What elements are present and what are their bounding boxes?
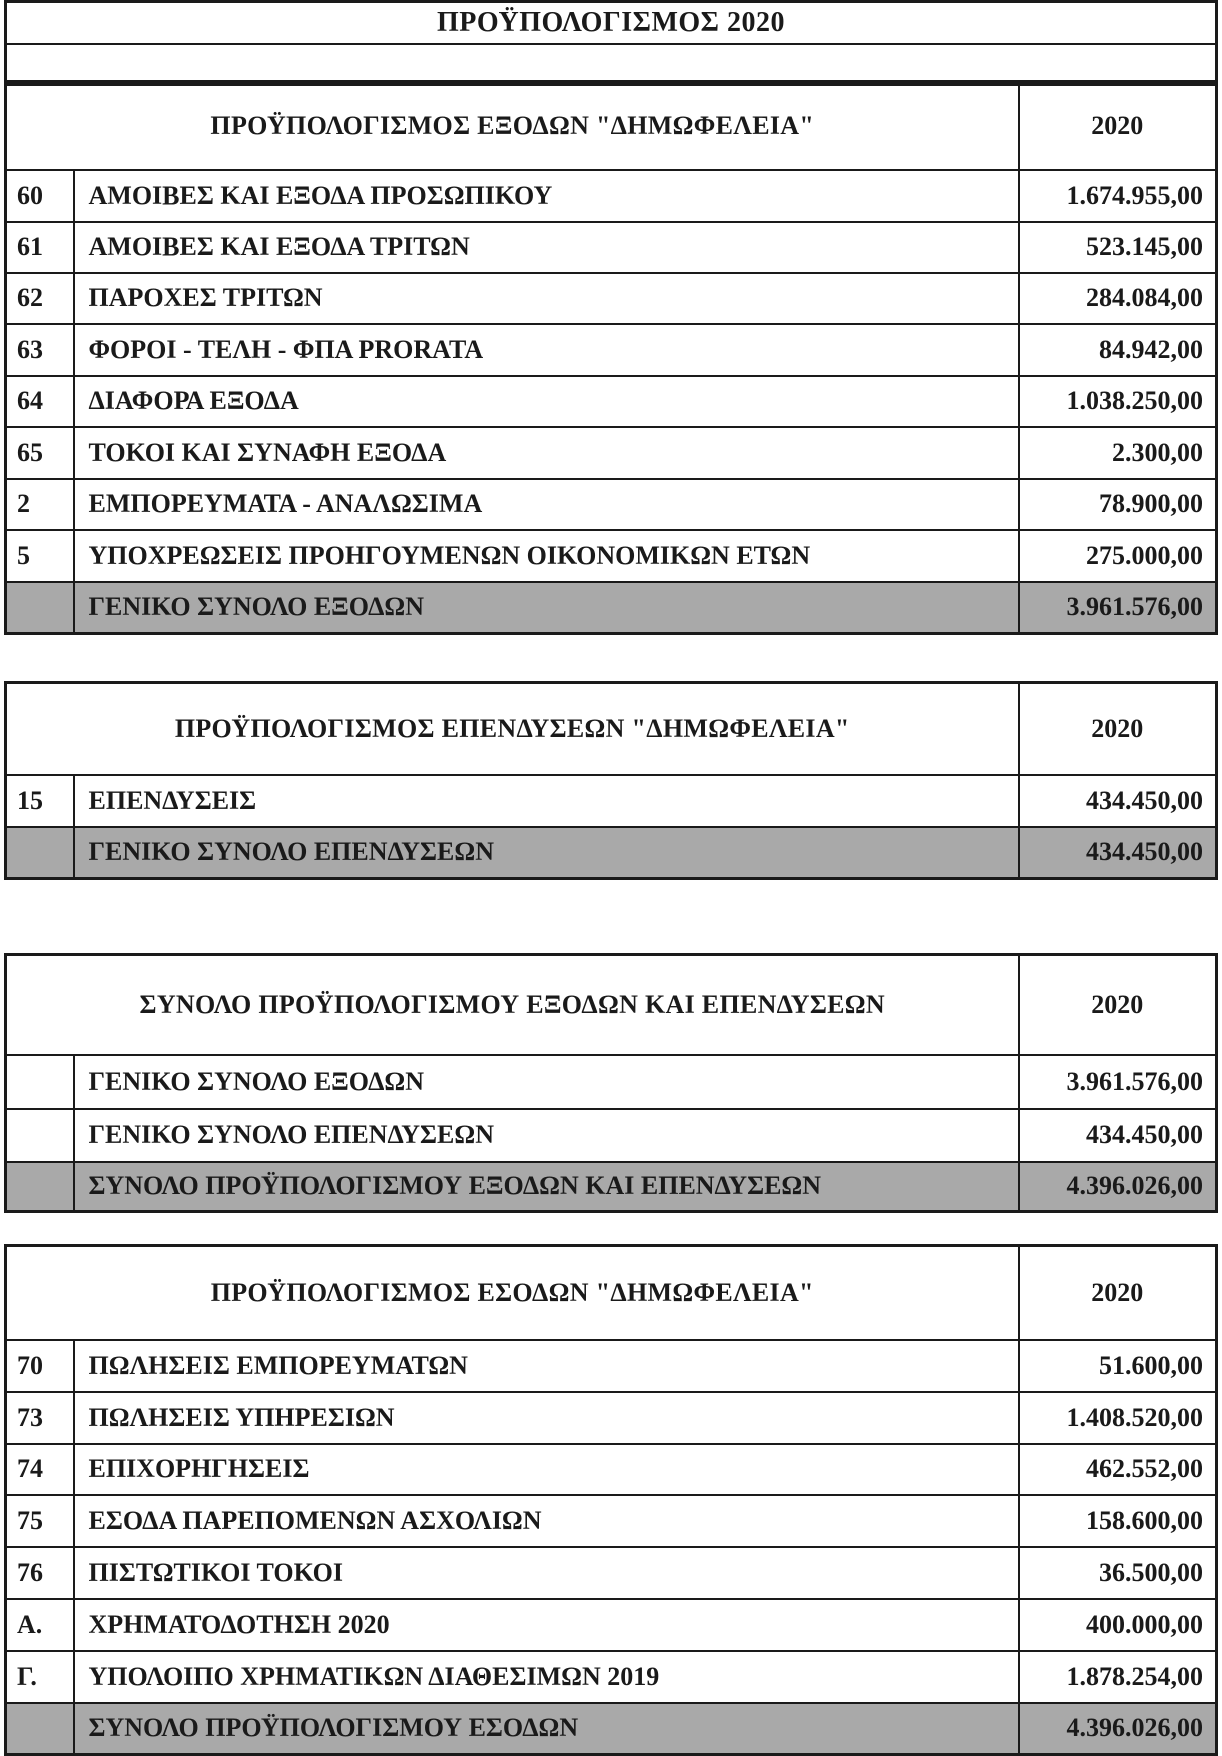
total-label: ΣΥΝΟΛΟ ΠΡΟΫΠΟΛΟΓΙΣΜΟΥ ΕΣΟΔΩΝ xyxy=(74,1703,1019,1755)
row-label: ΕΠΙΧΟΡΗΓΗΣΕΙΣ xyxy=(74,1444,1019,1495)
table-header: ΣΥΝΟΛΟ ΠΡΟΫΠΟΛΟΓΙΣΜΟΥ ΕΞΟΔΩΝ ΚΑΙ ΕΠΕΝΔΥΣΕΩΝ xyxy=(6,955,1019,1055)
total-amount: 4.396.026,00 xyxy=(1019,1162,1217,1212)
row-label: ΔΙΑΦΟΡΑ ΕΞΟΔΑ xyxy=(74,376,1019,427)
row-amount: 434.450,00 xyxy=(1019,775,1217,827)
row-code: 63 xyxy=(6,324,74,376)
row-amount: 36.500,00 xyxy=(1019,1547,1217,1599)
table-row xyxy=(6,775,1217,827)
total-row xyxy=(6,1162,1217,1212)
row-code: 2 xyxy=(6,479,74,530)
total-label: ΣΥΝΟΛΟ ΠΡΟΫΠΟΛΟΓΙΣΜΟΥ ΕΞΟΔΩΝ ΚΑΙ ΕΠΕΝΔΥΣΕΩΝ xyxy=(74,1162,1019,1212)
table-header-row xyxy=(6,1246,1217,1340)
investments-table xyxy=(4,681,1218,880)
revenue-table xyxy=(4,1244,1218,1756)
table-row xyxy=(6,273,1217,324)
row-amount: 523.145,00 xyxy=(1019,222,1217,273)
table-row xyxy=(6,1599,1217,1651)
row-amount: 1.408.520,00 xyxy=(1019,1392,1217,1444)
row-amount: 158.600,00 xyxy=(1019,1495,1217,1547)
row-amount: 462.552,00 xyxy=(1019,1444,1217,1495)
table-row xyxy=(6,1444,1217,1495)
row-amount: 400.000,00 xyxy=(1019,1599,1217,1651)
row-amount: 1.878.254,00 xyxy=(1019,1651,1217,1703)
row-label: ΧΡΗΜΑΤΟΔΟΤΗΣΗ 2020 xyxy=(74,1599,1019,1651)
row-code: 15 xyxy=(6,775,74,827)
expenses-table xyxy=(4,80,1218,635)
year-header: 2020 xyxy=(1019,683,1217,775)
row-code: Γ. xyxy=(6,1651,74,1703)
table-row xyxy=(6,1495,1217,1547)
row-code: 64 xyxy=(6,376,74,427)
row-code: 62 xyxy=(6,273,74,324)
row-amount: 84.942,00 xyxy=(1019,324,1217,376)
year-header: 2020 xyxy=(1019,82,1217,170)
year-header: 2020 xyxy=(1019,955,1217,1055)
total-label: ΓΕΝΙΚΟ ΣΥΝΟΛΟ ΕΠΕΝΔΥΣΕΩΝ xyxy=(74,827,1019,879)
row-label: ΑΜΟΙΒΕΣ ΚΑΙ ΕΞΟΔΑ ΠΡΟΣΩΠΙΚΟΥ xyxy=(74,170,1019,222)
table-row xyxy=(6,1547,1217,1599)
row-label: ΥΠΟΛΟΙΠΟ ΧΡΗΜΑΤΙΚΩΝ ΔΙΑΘΕΣΙΜΩΝ 2019 xyxy=(74,1651,1019,1703)
row-code: 61 xyxy=(6,222,74,273)
table-header: ΠΡΟΫΠΟΛΟΓΙΣΜΟΣ ΕΞΟΔΩΝ "ΔΗΜΩΦΕΛΕΙΑ" xyxy=(6,82,1019,170)
table-row xyxy=(6,1651,1217,1703)
row-code: 75 xyxy=(6,1495,74,1547)
table-row xyxy=(6,1055,1217,1109)
table-row xyxy=(6,479,1217,530)
table-row xyxy=(6,427,1217,479)
row-code: 70 xyxy=(6,1340,74,1392)
row-label: ΠΑΡΟΧΕΣ ΤΡΙΤΩΝ xyxy=(74,273,1019,324)
row-amount: 1.674.955,00 xyxy=(1019,170,1217,222)
total-row xyxy=(6,1703,1217,1755)
table-header: ΠΡΟΫΠΟΛΟΓΙΣΜΟΣ ΕΠΕΝΔΥΣΕΩΝ "ΔΗΜΩΦΕΛΕΙΑ" xyxy=(6,683,1019,775)
row-code xyxy=(6,582,74,634)
row-label: ΕΜΠΟΡΕΥΜΑΤΑ - ΑΝΑΛΩΣΙΜΑ xyxy=(74,479,1019,530)
row-code: Α. xyxy=(6,1599,74,1651)
row-label: ΤΟΚΟΙ ΚΑΙ ΣΥΝΑΦΗ ΕΞΟΔΑ xyxy=(74,427,1019,479)
row-code: 73 xyxy=(6,1392,74,1444)
table-row xyxy=(6,376,1217,427)
table-row xyxy=(6,324,1217,376)
page-title-block xyxy=(4,0,1218,86)
row-label: ΑΜΟΙΒΕΣ ΚΑΙ ΕΞΟΔΑ ΤΡΙΤΩΝ xyxy=(74,222,1019,273)
table-row xyxy=(6,1392,1217,1444)
total-label: ΓΕΝΙΚΟ ΣΥΝΟΛΟ ΕΞΟΔΩΝ xyxy=(74,582,1019,634)
row-label: ΓΕΝΙΚΟ ΣΥΝΟΛΟ ΕΞΟΔΩΝ xyxy=(74,1055,1019,1109)
row-amount: 284.084,00 xyxy=(1019,273,1217,324)
table-row xyxy=(6,1109,1217,1162)
table-row xyxy=(6,530,1217,582)
table-row xyxy=(6,1340,1217,1392)
row-label: ΕΠΕΝΔΥΣΕΙΣ xyxy=(74,775,1019,827)
row-amount: 2.300,00 xyxy=(1019,427,1217,479)
row-code xyxy=(6,1055,74,1109)
row-code xyxy=(6,1703,74,1755)
row-code xyxy=(6,827,74,879)
row-amount: 275.000,00 xyxy=(1019,530,1217,582)
row-amount: 78.900,00 xyxy=(1019,479,1217,530)
row-code: 76 xyxy=(6,1547,74,1599)
combined-totals-table xyxy=(4,953,1218,1213)
table-header-row xyxy=(6,955,1217,1055)
row-code: 60 xyxy=(6,170,74,222)
row-amount: 1.038.250,00 xyxy=(1019,376,1217,427)
row-amount: 3.961.576,00 xyxy=(1019,1055,1217,1109)
row-code: 5 xyxy=(6,530,74,582)
total-row xyxy=(6,827,1217,879)
total-row xyxy=(6,582,1217,634)
year-header: 2020 xyxy=(1019,1246,1217,1340)
row-label: ΠΙΣΤΩΤΙΚΟΙ ΤΟΚΟΙ xyxy=(74,1547,1019,1599)
table-row xyxy=(6,222,1217,273)
row-amount: 434.450,00 xyxy=(1019,1109,1217,1162)
table-header-row xyxy=(6,82,1217,170)
row-amount: 51.600,00 xyxy=(1019,1340,1217,1392)
row-label: ΕΣΟΔΑ ΠΑΡΕΠΟΜΕΝΩΝ ΑΣΧΟΛΙΩΝ xyxy=(74,1495,1019,1547)
total-amount: 434.450,00 xyxy=(1019,827,1217,879)
row-label: ΠΩΛΗΣΕΙΣ ΥΠΗΡΕΣΙΩΝ xyxy=(74,1392,1019,1444)
table-header-row xyxy=(6,683,1217,775)
total-amount: 4.396.026,00 xyxy=(1019,1703,1217,1755)
table-row xyxy=(6,170,1217,222)
total-amount: 3.961.576,00 xyxy=(1019,582,1217,634)
row-code xyxy=(6,1109,74,1162)
row-label: ΓΕΝΙΚΟ ΣΥΝΟΛΟ ΕΠΕΝΔΥΣΕΩΝ xyxy=(74,1109,1019,1162)
row-label: ΥΠΟΧΡΕΩΣΕΙΣ ΠΡΟΗΓΟΥΜΕΝΩΝ ΟΙΚΟΝΟΜΙΚΩΝ ΕΤΩΝ xyxy=(74,530,1019,582)
row-code: 74 xyxy=(6,1444,74,1495)
table-header: ΠΡΟΫΠΟΛΟΓΙΣΜΟΣ ΕΣΟΔΩΝ "ΔΗΜΩΦΕΛΕΙΑ" xyxy=(6,1246,1019,1340)
page-title: ΠΡΟΫΠΟΛΟΓΙΣΜΟΣ 2020 xyxy=(7,3,1215,45)
row-code: 65 xyxy=(6,427,74,479)
row-code xyxy=(6,1162,74,1212)
row-label: ΠΩΛΗΣΕΙΣ ΕΜΠΟΡΕΥΜΑΤΩΝ xyxy=(74,1340,1019,1392)
row-label: ΦΟΡΟΙ - ΤΕΛΗ - ΦΠΑ PRORATA xyxy=(74,324,1019,376)
